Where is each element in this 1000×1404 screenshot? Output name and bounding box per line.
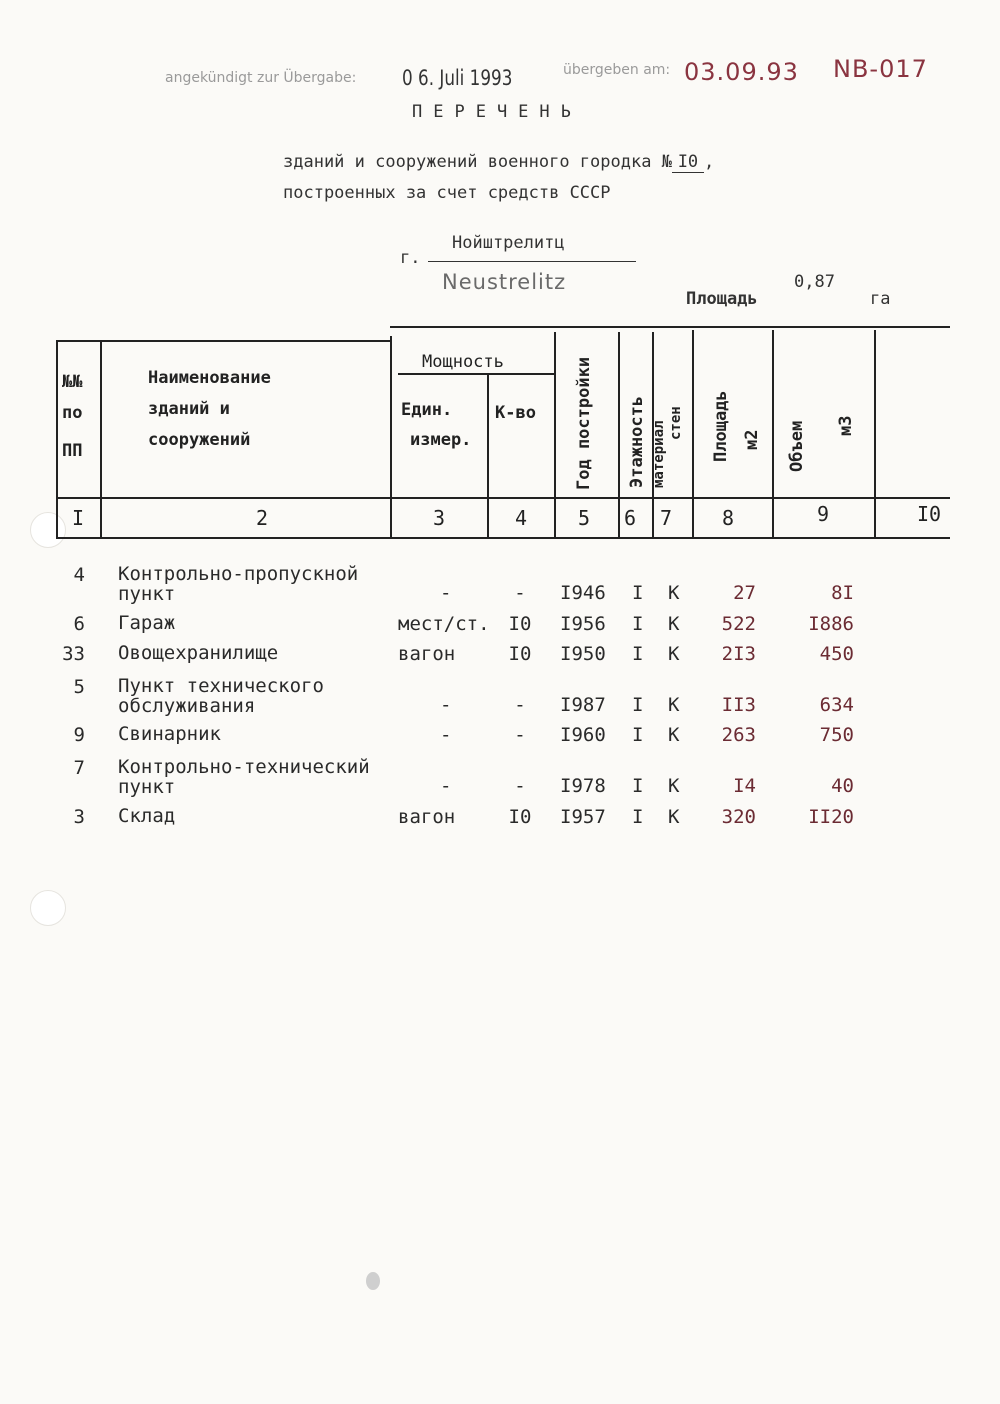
col2-line3: сооружений [148, 430, 251, 450]
table-mid-rule [56, 497, 950, 499]
city-name-handwritten: Neustrelitz [442, 270, 567, 294]
row-number: 5 [73, 676, 85, 698]
vrule-1 [100, 340, 102, 539]
row-material: К [668, 724, 680, 746]
row-material: К [668, 694, 680, 716]
row-year: I946 [560, 582, 606, 604]
row-number: 33 [62, 643, 85, 665]
row-floors: I [632, 613, 644, 635]
row-qty: I0 [508, 806, 532, 828]
table-bottom-rule [56, 537, 950, 539]
row-qty: - [514, 724, 526, 746]
garrison-number: I0 [672, 152, 704, 173]
row-number: 4 [73, 564, 85, 586]
row-material: К [668, 582, 680, 604]
col4-label: К-во [495, 403, 536, 423]
announced-stamp-date: 0 6. Juli 1993 [402, 66, 513, 90]
archive-code-handwritten: NB-017 [833, 55, 928, 83]
col3-line2: измер. [410, 430, 472, 450]
col8-line2: м2 [742, 429, 762, 450]
table-top-left-rule [56, 340, 390, 342]
col8-line1: Площадь [711, 390, 731, 462]
col6-label: Этажность [627, 395, 647, 488]
row-area: II3 [721, 694, 756, 716]
row-qty: I0 [508, 613, 532, 635]
row-name-line2: пункт [118, 583, 176, 605]
row-floors: I [632, 643, 644, 665]
row-name-line1: Гараж [118, 612, 176, 634]
subtitle-line-1-suffix: , [703, 152, 715, 172]
colnum-8: 8 [722, 506, 735, 530]
table-row [0, 806, 1000, 866]
row-qty: I0 [508, 643, 532, 665]
col7-line1: материал [651, 420, 667, 488]
colnum-5: 5 [578, 506, 591, 530]
row-qty: - [514, 775, 526, 797]
row-material: К [668, 806, 680, 828]
handed-stamp-label: übergeben am: [563, 62, 671, 78]
vrule-5 [618, 332, 620, 539]
row-volume: 634 [819, 694, 854, 716]
city-prefix: г. [400, 248, 421, 268]
row-volume: 750 [819, 724, 854, 746]
ink-smudge [366, 1272, 380, 1290]
table-top-right-rule [390, 326, 950, 328]
row-unit: вагон [398, 643, 456, 665]
row-name-line1: Склад [118, 805, 176, 827]
subtitle-line-2: построенных за счет средств СССР [283, 183, 611, 203]
col1-line3: ПП [62, 441, 83, 461]
area-value: 0,87 [794, 272, 835, 292]
row-material: К [668, 613, 680, 635]
row-name-line1: Контрольно-пропускной [118, 563, 359, 585]
area-unit: га [870, 289, 891, 309]
row-area: 263 [721, 724, 756, 746]
row-unit: - [440, 582, 452, 604]
announced-stamp-label: angekündigt zur Übergabe: [165, 70, 357, 86]
col1-line1: №№ [62, 372, 83, 392]
row-floors: I [632, 806, 644, 828]
vrule-0 [56, 340, 58, 539]
row-qty: - [514, 582, 526, 604]
row-unit: вагон [398, 806, 456, 828]
punch-hole-top [30, 512, 66, 548]
row-floors: I [632, 694, 644, 716]
power-group-rule [398, 373, 554, 375]
colnum-2: 2 [256, 506, 269, 530]
vrule-3 [487, 375, 489, 539]
row-unit: мест/ст. [398, 613, 490, 635]
document-title: ПЕРЕЧЕНЬ [412, 102, 582, 122]
row-volume: II20 [808, 806, 854, 828]
row-name-line1: Пункт технического [118, 675, 324, 697]
subtitle-line-1 [283, 152, 714, 173]
city-name: Нойштрелитц [452, 233, 565, 253]
col1-line2: по [62, 403, 83, 423]
colnum-10: I0 [917, 502, 942, 526]
row-year: I956 [560, 613, 606, 635]
colnum-6: 6 [624, 506, 637, 530]
row-number: 9 [73, 724, 85, 746]
colnum-3: 3 [433, 506, 446, 530]
col9-line2: м3 [836, 415, 856, 436]
row-floors: I [632, 724, 644, 746]
row-qty: - [514, 694, 526, 716]
vrule-7 [692, 330, 694, 539]
row-number: 7 [73, 757, 85, 779]
row-name-line1: Свинарник [118, 723, 221, 745]
row-area: 522 [721, 613, 756, 635]
row-floors: I [632, 775, 644, 797]
col2-line1: Наименование [148, 368, 271, 388]
vrule-4 [554, 332, 556, 539]
col7-line2: стен [668, 406, 684, 440]
row-area: 320 [721, 806, 756, 828]
vrule-2 [390, 336, 392, 539]
col2-line2: зданий и [148, 399, 230, 419]
row-unit: - [440, 694, 452, 716]
row-year: I950 [560, 643, 606, 665]
row-unit: - [440, 775, 452, 797]
row-name-line1: Овощехранилище [118, 642, 279, 664]
power-group-label: Мощность [422, 352, 504, 372]
row-name-line2: пункт [118, 776, 176, 798]
row-year: I978 [560, 775, 606, 797]
row-name-line1: Контрольно-технический [118, 756, 370, 778]
row-floors: I [632, 582, 644, 604]
subtitle-line-1-text: зданий и сооружений военного городка № [283, 152, 672, 172]
row-volume: 8I [831, 582, 854, 604]
colnum-4: 4 [515, 506, 528, 530]
row-area: I4 [733, 775, 756, 797]
row-area: 2I3 [721, 643, 756, 665]
row-number: 3 [73, 806, 85, 828]
area-label: Площадь [686, 289, 758, 309]
handed-date-handwritten: 03.09.93 [684, 58, 799, 86]
punch-hole-bottom [30, 890, 66, 926]
row-number: 6 [73, 613, 85, 635]
vrule-9 [874, 330, 876, 539]
row-material: К [668, 643, 680, 665]
row-name-line2: обслуживания [118, 695, 256, 717]
col3-line1: Един. [401, 400, 453, 420]
colnum-1: I [72, 506, 85, 530]
row-year: I987 [560, 694, 606, 716]
row-year: I957 [560, 806, 606, 828]
row-volume: 450 [819, 643, 854, 665]
row-area: 27 [733, 582, 756, 604]
col5-label: Год постройки [574, 356, 594, 490]
vrule-8 [772, 330, 774, 539]
row-year: I960 [560, 724, 606, 746]
colnum-9: 9 [817, 502, 830, 526]
row-material: К [668, 775, 680, 797]
col9-line1: Объем [787, 420, 807, 472]
row-unit: - [440, 724, 452, 746]
row-volume: I886 [808, 613, 854, 635]
colnum-7: 7 [660, 506, 673, 530]
row-volume: 40 [831, 775, 854, 797]
city-underline [428, 261, 636, 262]
